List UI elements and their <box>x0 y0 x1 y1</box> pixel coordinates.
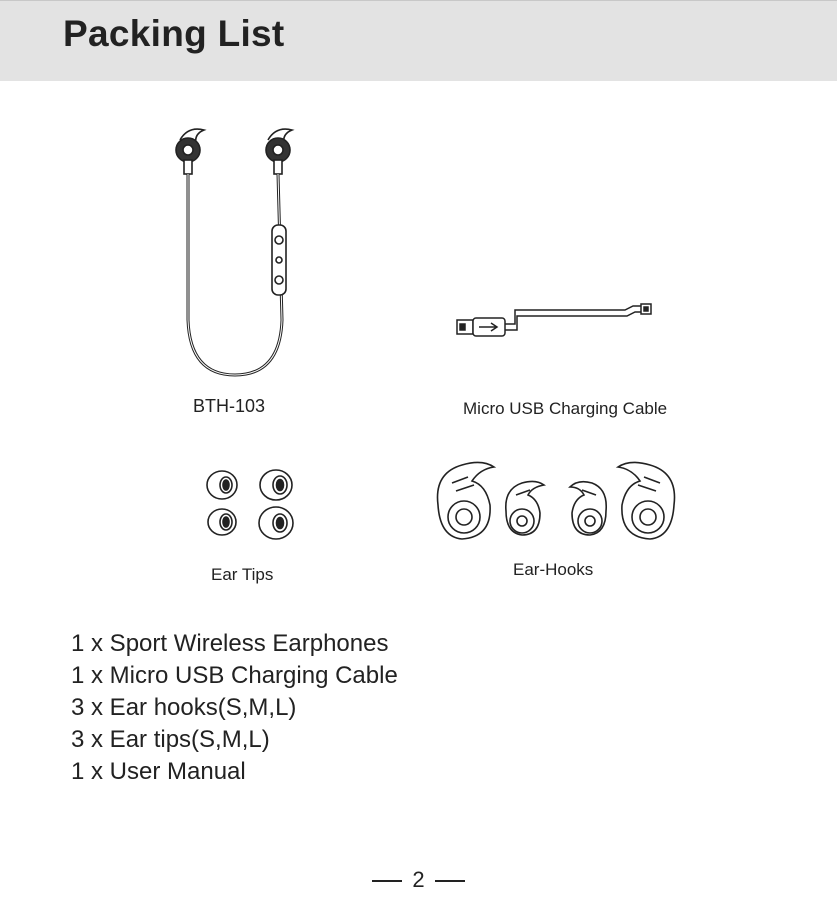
ear-tips-icon <box>200 466 300 544</box>
list-item: 1 x Sport Wireless Earphones <box>71 630 389 657</box>
list-item: 3 x Ear tips(S,M,L) <box>71 726 270 753</box>
page-number-text: 2 <box>412 867 425 892</box>
ear-hooks-label: Ear-Hooks <box>513 560 594 579</box>
ear-hooks-icon <box>432 455 682 545</box>
list-item: 1 x Micro USB Charging Cable <box>71 662 398 689</box>
contents-list <box>71 628 398 788</box>
list-item: 3 x Ear hooks(S,M,L) <box>71 694 297 721</box>
usb-cable-icon <box>455 298 655 343</box>
earphones-label: BTH-103 <box>193 396 266 416</box>
earphones-icon <box>160 120 310 385</box>
page-header <box>0 0 837 81</box>
dash-right <box>435 880 465 882</box>
page-number <box>0 867 837 893</box>
page-title: Packing List <box>63 13 285 54</box>
list-item: 1 x User Manual <box>71 758 246 785</box>
ear-tips-label: Ear Tips <box>211 565 274 584</box>
dash-left <box>372 880 402 882</box>
cable-label: Micro USB Charging Cable <box>463 399 668 418</box>
